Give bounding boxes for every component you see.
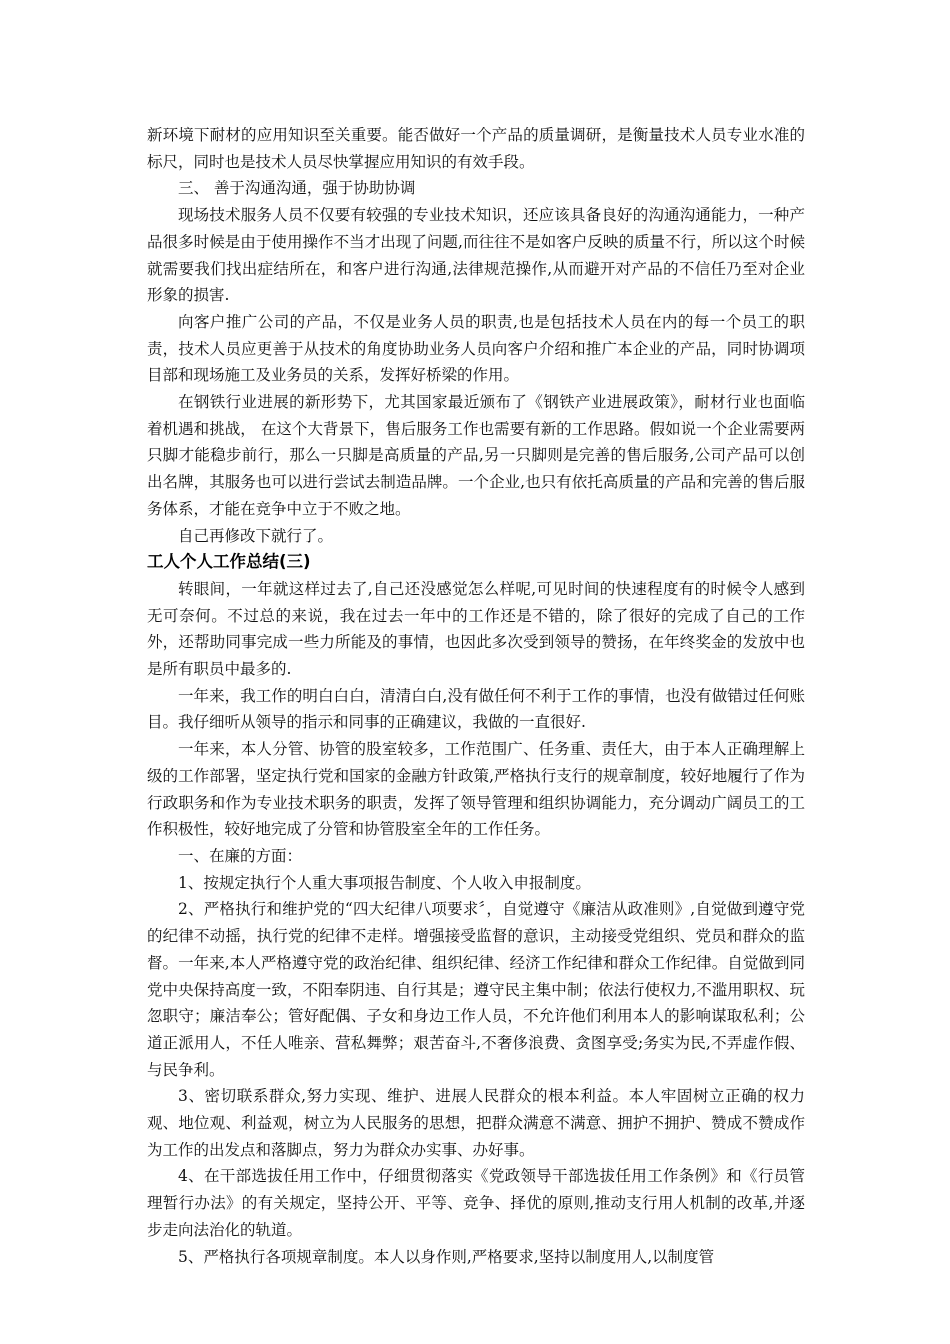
paragraph: 一年来，我工作的明白白白，清清白白,没有做任何不利于工作的事情，也没有做错过任何账目。我仔细听从领导的指示和同事的正确建议，我做的一直很好. xyxy=(147,686,805,732)
list-item: 4、在干部选拔任用工作中，仔细贯彻落实《党政领导干部选拔任用工作条例》和《行员管理暂行办法》的有关规定，坚持公开、平等、竞争、择优的原则,推动支行用人机制的改革,并逐步走向法治化的轨道。 xyxy=(147,1167,805,1239)
list-item: 5、严格执行各项规章制度。本人以身作则,严格要求,坚持以制度用人,以制度管 xyxy=(178,1247,715,1266)
paragraph: 转眼间，一年就这样过去了,自己还没感觉怎么样呢,可见时间的快速程度有的时候令人感到无可奈何。不过总的来说，我在过去一年中的工作还是不错的，除了很好的完成了自己的工作外，还帮助同事完成一些力所能及的事情，也因此多次受到领导的赞扬，在年终奖金的发放中也是所有职员中最多的. xyxy=(147,579,805,679)
paragraph: 向客户推广公司的产品，不仅是业务人员的职责,也是包括技术人员在内的每一个员工的职责，技术人员应更善于从技术的角度协助业务人员向客户介绍和推广本企业的产品，同时协调项目部和现场施工及业务员的关系，发挥好桥梁的作用。 xyxy=(147,312,805,385)
paragraph: 自己再修改下就行了。 xyxy=(178,526,334,545)
list-item: 1、按规定执行个人重大事项报告制度、个人收入申报制度。 xyxy=(178,873,591,892)
section-title: 三、 善于沟通沟通，强于协助协调 xyxy=(178,179,416,198)
document-heading: 工人个人工作总结(三) xyxy=(147,552,311,572)
paragraph: 现场技术服务人员不仅要有较强的专业技术知识，还应该具备良好的沟通沟通能力，一种产品很多时候是由于使用操作不当才出现了问题,而往往不是如客户反映的质量不行，所以这个时候就需要我们找出症结所在，和客户进行沟通,法律规范操作,从而避开对产品的不信任乃至对企业形象的损害. xyxy=(147,206,805,305)
list-item: 3、密切联系群众,努力实现、维护、进展人民群众的根本利益。本人牢固树立正确的权力观、地位观、利益观，树立为人民服务的思想，把群众满意不满意、拥护不拥护、赞成不赞成作为工作的出发点和落脚点，努力为群众办实事、办好事。 xyxy=(147,1087,805,1159)
paragraph: 新环境下耐材的应用知识至关重要。能否做好一个产品的质量调研，是衡量技术人员专业水准的标尺，同时也是技术人员尽快掌握应用知识的有效手段。 xyxy=(147,126,805,171)
document-page xyxy=(147,122,805,1270)
paragraph: 一年来，本人分管、协管的股室较多，工作范围广、任务重、责任大，由于本人正确理解上级的工作部署，坚定执行党和国家的金融方针政策,严格执行支行的规章制度，较好地履行了作为行政职务和作为专业技术职务的职责，发挥了领导管理和组织协调能力，充分调动广阔员工的工作积极性，较好地完成了分管和协管股室全年的工作任务。 xyxy=(147,740,805,839)
section-title: 一、在廉的方面： xyxy=(178,846,303,865)
list-item: 2、严格执行和维护党的“四大纪律八项要求〞，自觉遵守《廉洁从政准则》,自觉做到遵守党的纪律不动摇，执行党的纪律不走样。增强接受监督的意识，主动接受党组织、党员和群众的监督。一年来,本人严格遵守党的政治纪律、组织纪律、经济工作纪律和群众工作纪律。自觉做到同党中央保持高度一致，不阳奉阴违、自行其是；遵守民主集中制；依法行使权力,不滥用职权、玩忽职守；廉洁奉公；管好配偶、子女和身边工作人员，不允许他们利用本人的影响谋取私利；公道正派用人，不任人唯亲、营私舞弊；艰苦奋斗,不奢侈浪费、贪图享受;务实为民,不弄虚作假、与民争利。 xyxy=(147,900,805,1079)
paragraph: 在钢铁行业进展的新形势下，尤其国家最近颁布了《钢铁产业进展政策》，耐材行业也面临着机遇和挑战， 在这个大背景下，售后服务工作也需要有新的工作思路。假如说一个企业需要两只脚才能稳步前行，那么一只脚是高质量的产品,另一只脚则是完善的售后服务,公司产品可以创出名牌，其服务也可以进行尝试去制造品牌。一个企业,也只有依托高质量的产品和完善的售后服务体系，才能在竞争中立于不败之地。 xyxy=(147,393,805,518)
